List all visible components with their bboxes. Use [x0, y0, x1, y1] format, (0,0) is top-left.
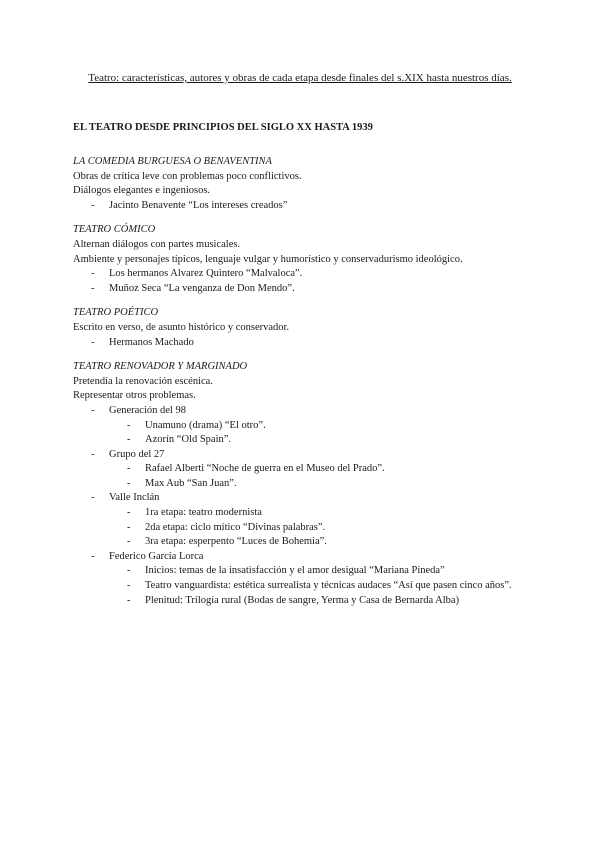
list-item [73, 267, 543, 282]
list-item-text: Max Aub “San Juan”. [145, 477, 237, 489]
bullet-list [73, 199, 543, 214]
list-item [73, 550, 543, 565]
text-line: Escrito en verso, de asunto histórico y conservador. [73, 321, 290, 333]
list-item [73, 491, 543, 506]
bullet-list [73, 336, 543, 351]
sub-list-item [73, 535, 543, 550]
bullet-dash: - [91, 550, 95, 562]
list-item [73, 336, 543, 351]
section-title: TEATRO POÉTICO [73, 307, 159, 319]
list-item-text: Federico García Lorca [109, 550, 204, 562]
section-teatro-poetico [73, 306, 543, 350]
bullet-dash: - [91, 282, 95, 294]
bullet-dash: - [127, 594, 131, 606]
list-item-text: Hermanos Machado [109, 336, 194, 348]
list-item [73, 282, 543, 297]
bullet-dash: - [127, 477, 131, 489]
sub-list-item [73, 477, 543, 492]
bullet-dash: - [127, 507, 131, 519]
list-item-text: Rafael Alberti “Noche de guerra en el Museo del Prado”. [145, 463, 385, 475]
sub-list-item [73, 433, 543, 448]
bullet-dash: - [91, 492, 95, 504]
list-item-text: 2da etapa: ciclo mítico “Divinas palabras”. [145, 521, 326, 533]
main-heading: EL TEATRO DESDE PRINCIPIOS DEL SIGLO XX HASTA 1939 [73, 122, 373, 133]
section-teatro-comico [73, 223, 543, 296]
bullet-dash: - [91, 268, 95, 280]
text-line: Pretendía la renovación escénica. [73, 375, 213, 387]
bullet-dash: - [127, 419, 131, 431]
text-line: Alternan diálogos con partes musicales. [73, 238, 241, 250]
bullet-dash: - [127, 565, 131, 577]
list-item-text: Los hermanos Alvarez Quintero “Malvaloca”. [109, 268, 303, 280]
list-item [73, 404, 543, 419]
section-title: TEATRO RENOVADOR Y MARGINADO [73, 361, 248, 373]
list-item-text: Teatro vanguardista: estética surrealista y técnicas audaces “Así que pasen cinco años”. [145, 580, 512, 592]
list-item-text: Plenitud: Trilogía rural (Bodas de sangre, Yerma y Casa de Bernarda Alba) [145, 594, 460, 606]
sub-list-item [73, 506, 543, 521]
list-item-text: Unamuno (drama) “El otro”. [145, 419, 266, 431]
bullet-dash: - [91, 404, 95, 416]
text-line: Diálogos elegantes e ingeniosos. [73, 185, 211, 197]
text-line: Representar otros problemas. [73, 390, 196, 402]
list-item-text: Azorín “Old Spain”. [145, 434, 232, 446]
sub-list-item [73, 419, 543, 434]
bullet-list [73, 267, 543, 296]
section-title: TEATRO CÓMICO [73, 224, 156, 236]
bullet-dash: - [91, 448, 95, 460]
text-line: Obras de crítica leve con problemas poco conflictivos. [73, 170, 302, 182]
document-body [73, 120, 543, 618]
sub-list-item [73, 579, 543, 594]
bullet-dash: - [127, 536, 131, 548]
text-line: Ambiente y personajes típicos, lenguaje vulgar y humorístico y conservadurismo ideológico. [73, 253, 463, 265]
sub-list-item [73, 462, 543, 477]
bullet-list [73, 404, 543, 608]
list-item-text: Jacinto Benavente “Los intereses creados” [109, 199, 288, 211]
section-title: LA COMEDIA BURGUESA O BENAVENTINA [73, 156, 272, 167]
list-item [73, 199, 543, 214]
list-item-text: Muñoz Seca “La venganza de Don Mendo”. [109, 282, 295, 294]
list-item-text: 1ra etapa: teatro modernista [145, 507, 262, 519]
bullet-dash: - [127, 463, 131, 475]
bullet-dash: - [91, 336, 95, 348]
section-comedia-burguesa [73, 155, 543, 213]
section-teatro-renovador [73, 360, 543, 608]
list-item-text: Grupo del 27 [109, 448, 165, 460]
list-item-text: Inicios: temas de la insatisfacción y el amor desigual “Mariana Pineda” [145, 565, 445, 577]
bullet-dash: - [127, 434, 131, 446]
sub-list-item [73, 521, 543, 536]
list-item-text: Valle Inclán [109, 492, 160, 504]
sub-list-item [73, 564, 543, 579]
sub-list-item [73, 594, 543, 609]
list-item [73, 448, 543, 463]
document-title: Teatro: características, autores y obras de cada etapa desde finales del s.XIX hasta nuestros días. [88, 72, 512, 84]
list-item-text: Generación del 98 [109, 404, 186, 416]
list-item-text: 3ra etapa: esperpento “Luces de Bohemia”. [145, 536, 327, 548]
bullet-dash: - [127, 580, 131, 592]
bullet-dash: - [127, 521, 131, 533]
bullet-dash: - [91, 199, 95, 211]
